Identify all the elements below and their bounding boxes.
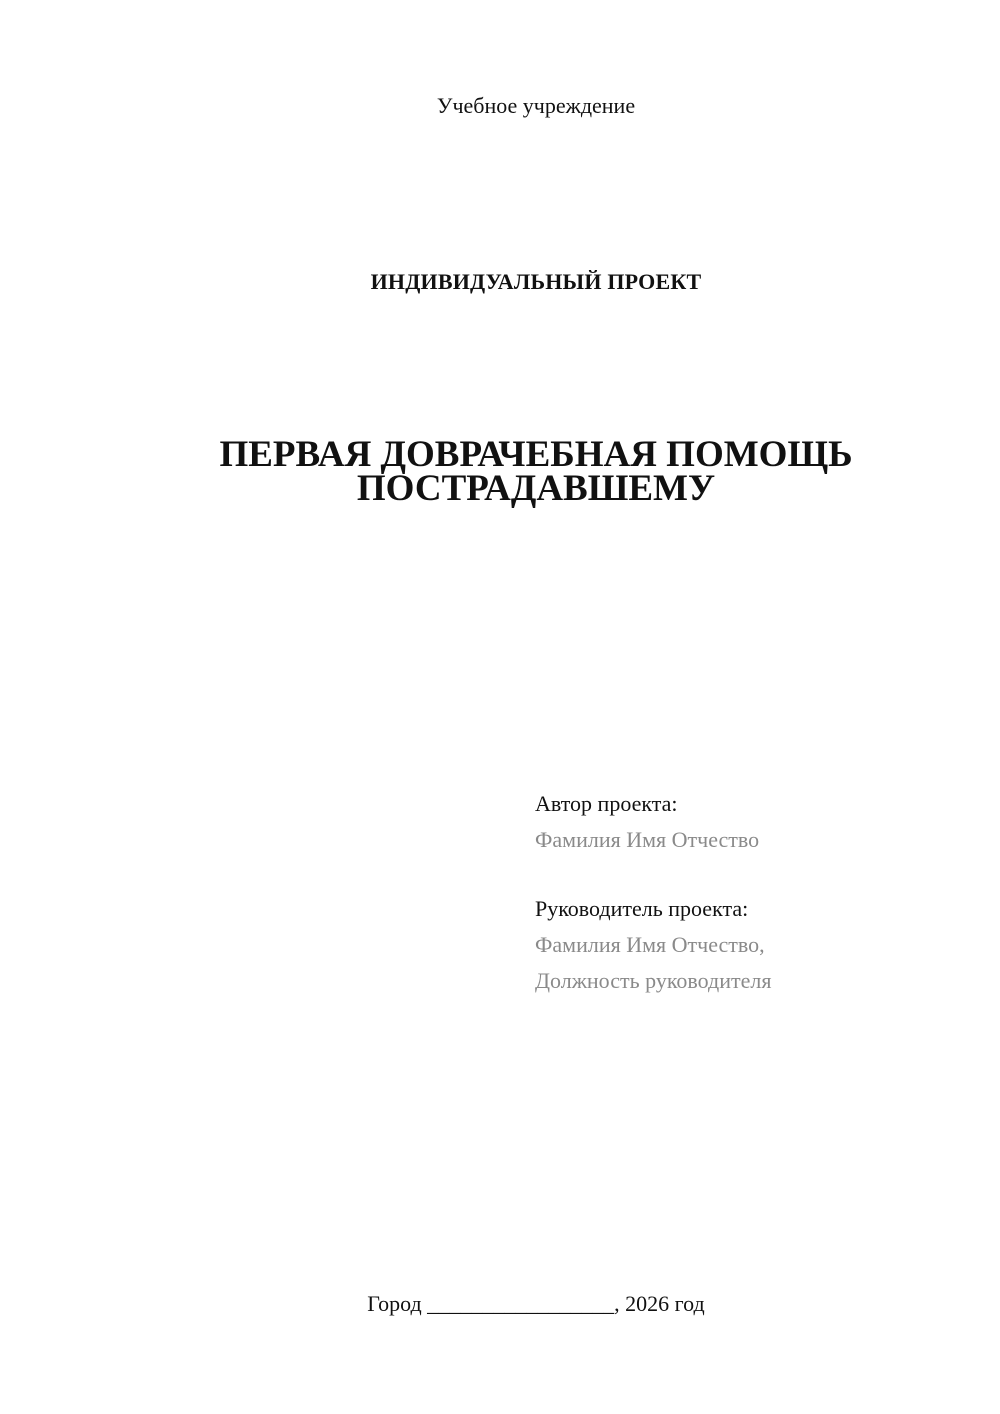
author-label: Автор проекта: — [535, 791, 678, 816]
supervisor-name: Фамилия Имя Отчество, — [535, 932, 765, 957]
author-name: Фамилия Имя Отчество — [535, 827, 760, 852]
project-title — [0, 434, 1000, 509]
project-title-line-2: ПОСТРАДАВШЕМУ — [356, 468, 716, 509]
city-year-footer: Город _________________, 2026 год — [367, 1291, 705, 1316]
institution-name: Учебное учреждение — [436, 93, 636, 118]
project-type-heading: ИНДИВИДУАЛЬНЫЙ ПРОЕКТ — [370, 269, 702, 294]
project-title-line-1: ПЕРВАЯ ДОВРАЧЕБНАЯ ПОМОЩЬ — [219, 434, 853, 475]
supervisor-label: Руководитель проекта: — [535, 896, 749, 921]
author-block — [535, 786, 759, 858]
supervisor-block — [535, 891, 771, 999]
supervisor-position: Должность руководителя — [535, 968, 772, 993]
